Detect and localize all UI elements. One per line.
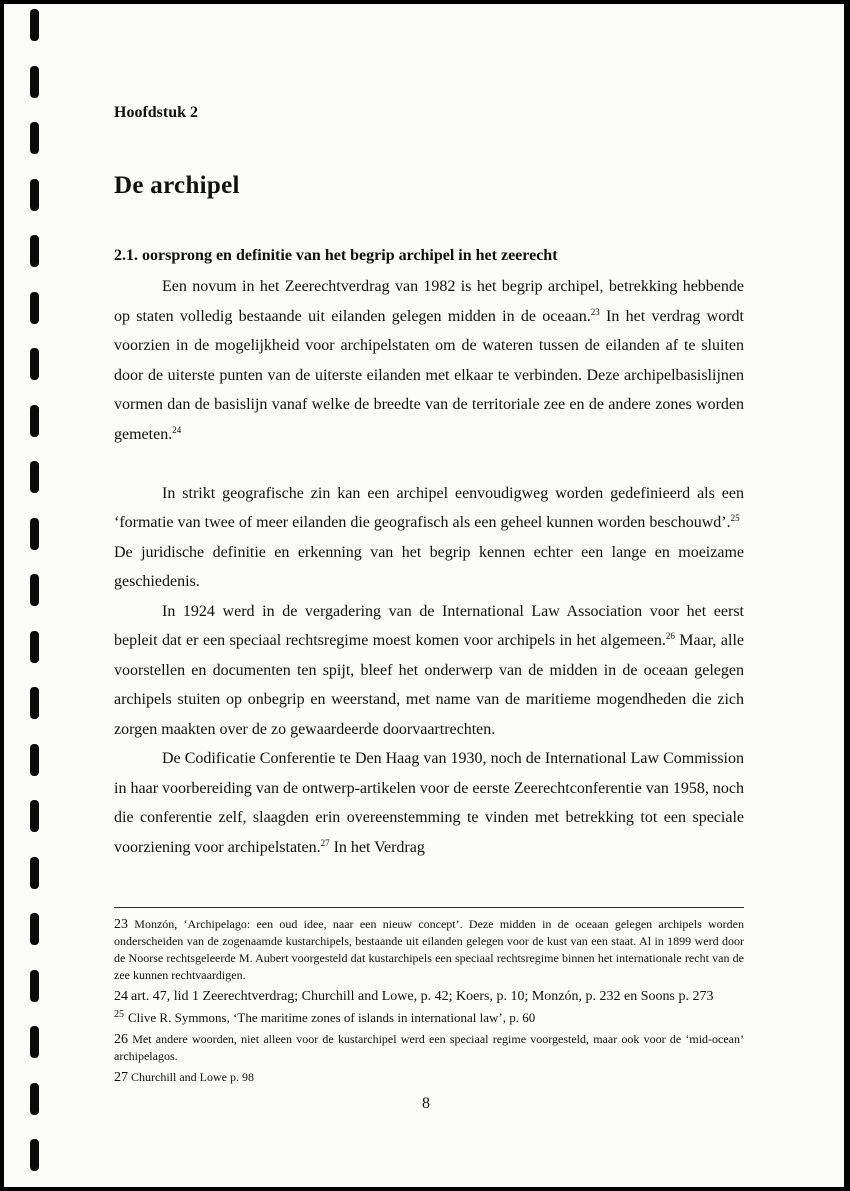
footnote-number: 25 (114, 1009, 124, 1020)
footnote-number: 27 (114, 1070, 128, 1085)
footnote-text: Met andere woorden, niet alleen voor de kustarchipel werd een speciaal regime voorgesteld, maar ook voor de ‘mid-ocean’ archipelagos. (114, 1032, 745, 1063)
binding-hole (30, 970, 39, 1002)
paragraph (114, 479, 744, 538)
body-text (114, 272, 744, 862)
paragraph (114, 597, 744, 745)
binding-hole (30, 913, 39, 945)
paragraph-text: In het Verdrag (329, 838, 425, 856)
footnote-text: Monzón, ‘Archipelago: een oud idee, naar een nieuw concept’. Deze midden in de oceaan gelegen archipels worden onderscheiden van de zogenaamde kustarchipels, bestaande uit eilanden gelegen voor de kust van een staat. Al in 1899 werd door de Noorse rechtsgeleerde M. Aubert voorgesteld dat kustarchipels een speciaal rechtsregime binnen het internationale recht van de zee kunnen rechtvaardigen. (114, 917, 745, 982)
footnote-ref: 26 (665, 631, 675, 641)
paragraph (114, 744, 744, 862)
document-page (4, 4, 844, 1187)
binding-hole (30, 1139, 39, 1171)
binding-hole (30, 800, 39, 832)
footnote-ref: 27 (320, 837, 330, 848)
footnote-number: 24 (114, 989, 128, 1004)
footnote-text: Churchill and Lowe p. 98 (131, 1070, 254, 1084)
paragraph-text: In het verdrag wordt voorzien in de mogelijkheid voor archipelstaten om de wateren tussen de eilanden af te sluiten door de uiterste punten van de uiterste eilanden met elkaar te verbinden. Deze archipelbasislijnen vormen dan de basislijn vanaf welke de breedte van de territoriale zee en de andere zones worden gemeten. (114, 307, 744, 443)
binding-hole (30, 235, 39, 267)
footnote (114, 916, 744, 984)
binding-hole (30, 292, 39, 324)
paragraph-text: Maar, alle voorstellen en documenten ten spijt, bleef het onderwerp van de midden in de oceaan gelegen archipels stuiten op onbegrip en weerstand, met name van de maritieme mogendheden die zich zorgen maakten over de zo gewaardeerde doorvaartrechten. (114, 632, 744, 738)
footnote-ref: 24 (172, 424, 182, 435)
binding-hole (30, 122, 39, 154)
binding-hole (30, 857, 39, 889)
binding-hole (30, 348, 39, 380)
binding-holes (28, 4, 44, 1187)
binding-hole (30, 461, 39, 493)
footnote (114, 1031, 744, 1065)
binding-hole (30, 9, 39, 41)
paragraph (114, 272, 744, 449)
footnote (114, 1069, 744, 1086)
paragraph-text: De Codificatie Conferentie te Den Haag van 1930, noch de International Law Commission in haar voorbereiding van de ontwerp-artikelen voor de eerste Zeerechtconferentie van 1958, noch die conferentie zelf, slaagden erin overeenstemming te vinden met betrekking tot een speciale voorziening voor archipelstaten. (114, 750, 744, 856)
footnote-number: 23 (114, 917, 128, 932)
page-number: 8 (422, 1095, 430, 1112)
binding-hole (30, 1083, 39, 1115)
binding-hole (30, 574, 39, 606)
paragraph: De juridische definitie en erkenning van het begrip kennen echter een lange en moeizame geschiedenis. (114, 543, 744, 590)
footnotes (114, 916, 744, 1090)
footnote-text: Clive R. Symmons, ‘The maritime zones of islands in international law’, p. 60 (128, 1010, 536, 1025)
footnote-ref: 23 (590, 306, 600, 317)
binding-hole (30, 687, 39, 719)
chapter-title: De archipel (114, 172, 240, 199)
binding-hole (30, 179, 39, 211)
binding-hole (30, 1026, 39, 1058)
binding-hole (30, 518, 39, 550)
footnote-number: 26 (114, 1032, 128, 1047)
footnote-text: art. 47, lid 1 Zeerechtverdrag; Churchill and Lowe, p. 42; Koers, p. 10; Monzón, p. 232 en Soons p. 273 (131, 989, 714, 1004)
binding-hole (30, 66, 39, 98)
footnote-divider (114, 907, 744, 908)
paragraph-text: Een novum in het Zeerechtverdrag van 1982 is het begrip archipel, betrekking hebbende op staten volledig bestaande uit eilanden gelegen midden in de oceaan. (114, 278, 744, 325)
binding-hole (30, 744, 39, 776)
chapter-label: Hoofdstuk 2 (114, 104, 199, 121)
binding-hole (30, 405, 39, 437)
section-heading: 2.1. oorsprong en definitie van het begrip archipel in het zeerecht (114, 247, 558, 264)
footnote (114, 988, 744, 1005)
paragraph-text: In 1924 werd in de vergadering van de International Law Association voor het eerst bepleit dat er een speciaal rechtsregime moest komen voor archipels in het algemeen. (114, 602, 744, 649)
binding-hole (30, 631, 39, 663)
footnote-ref: 25 (730, 513, 740, 523)
paragraph-text: In strikt geografische zin kan een archipel eenvoudigweg worden gedefinieerd als een ‘formatie van twee of meer eilanden die geografisch als een geheel kunnen worden beschouwd’. (114, 484, 744, 531)
footnote (114, 1009, 744, 1027)
